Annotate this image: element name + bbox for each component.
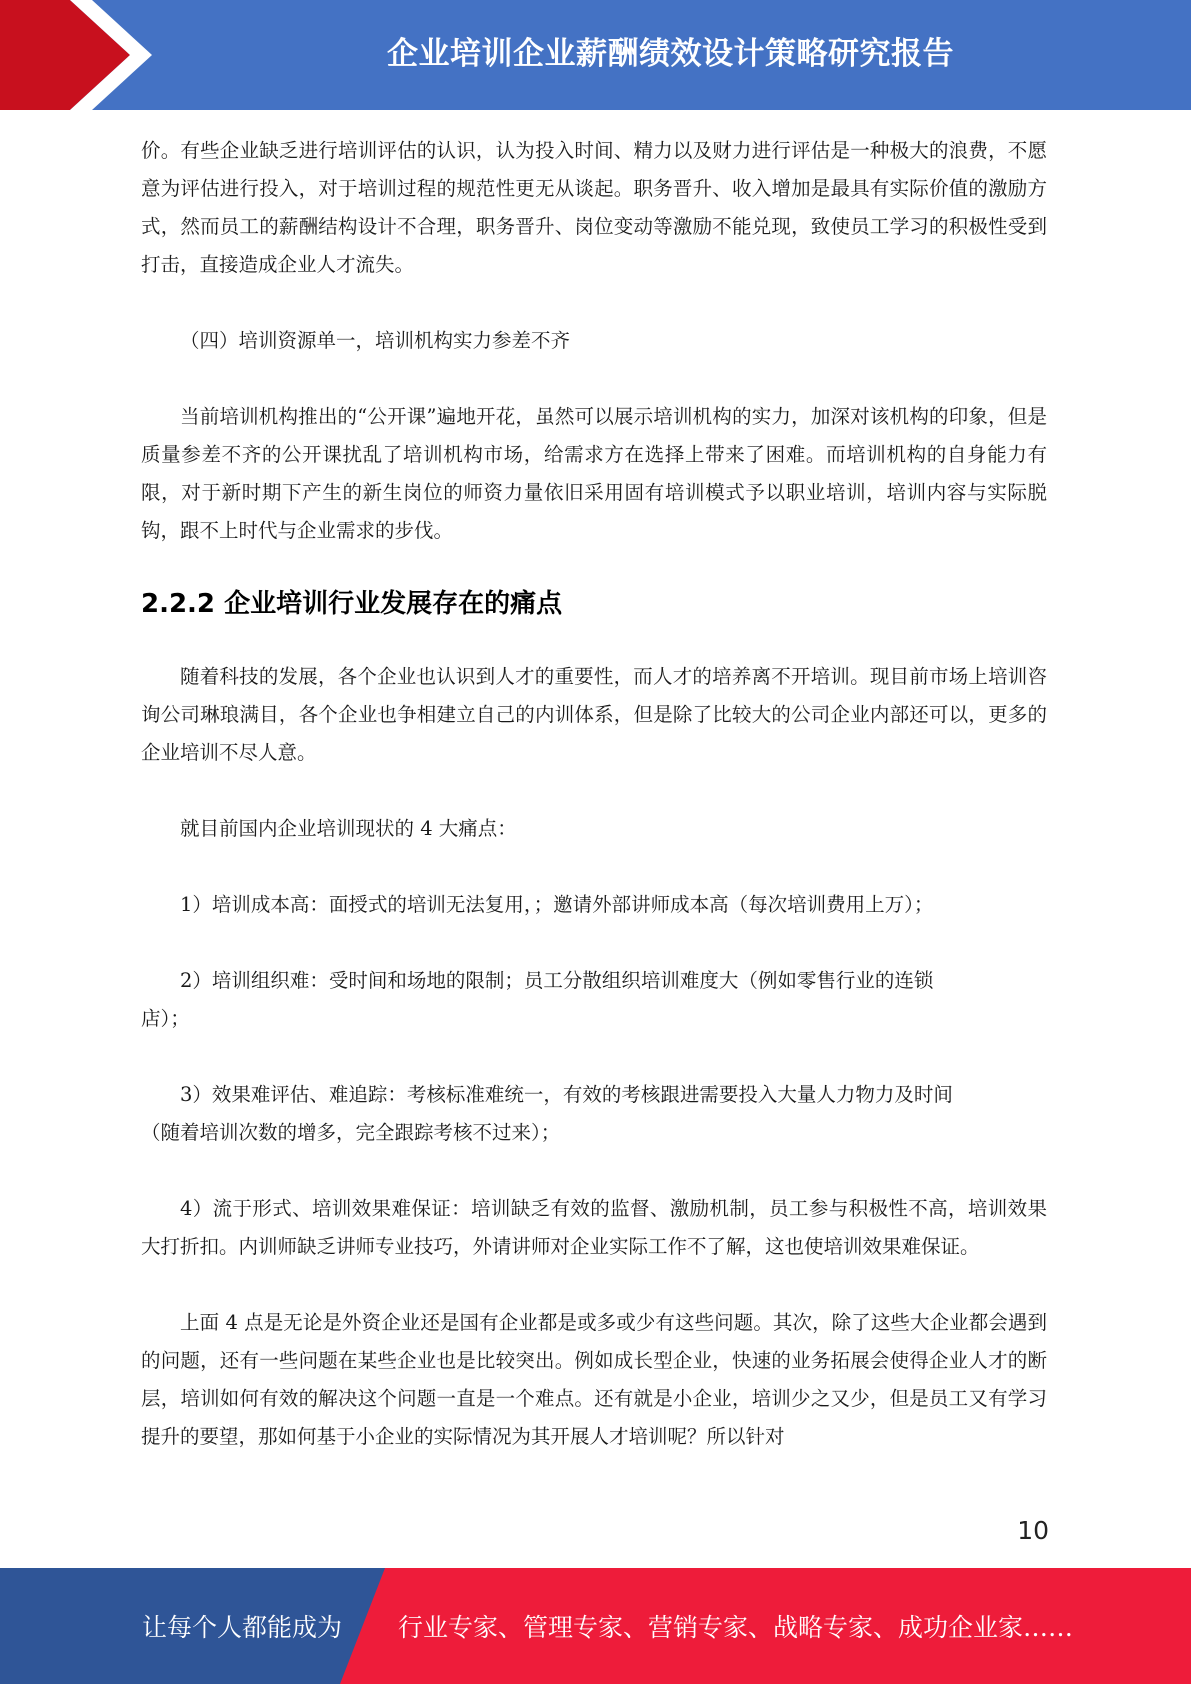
section-heading: 2.2.2 企业培训行业发展存在的痛点 bbox=[141, 589, 563, 619]
header-chevron-logo bbox=[0, 0, 160, 110]
paragraph: 上面 4 点是无论是外资企业还是国有企业都是或多或少有这些问题。其次，除了这些大企业都会遇到的问题，还有一些问题在某些企业也是比较突出。例如成长型企业，快速的业务拓展会使得企业人才的断层，培训如何有效的解决这个问题一直是一个难点。还有就是小企业，培训少之又少，但是员工又有学习提升的要望，那如何基于小企业的实际情况为其开展人才培训呢？所以针对 bbox=[141, 1311, 1047, 1448]
list-item-continuation: 店）； bbox=[141, 1007, 190, 1030]
paragraph: 就目前国内企业培训现状的 4 大痛点： bbox=[180, 817, 517, 840]
document-body bbox=[141, 132, 1047, 1456]
page-number: 10 bbox=[1017, 1516, 1049, 1545]
paragraph: 随着科技的发展，各个企业也认识到人才的重要性，而人才的培养离不开培训。现目前市场上培训咨询公司琳琅满目，各个企业也争相建立自己的内训体系，但是除了比较大的公司企业内部还可以，更多的企业培训不尽人意。 bbox=[141, 665, 1047, 764]
page-header bbox=[0, 0, 1191, 110]
list-item: 2）培训组织难：受时间和场地的限制；员工分散组织培训难度大（例如零售行业的连锁 bbox=[180, 969, 934, 992]
page-footer bbox=[0, 1568, 1191, 1684]
subsection-heading: （四）培训资源单一，培训机构实力参差不齐 bbox=[180, 329, 571, 352]
list-item: 3）效果难评估、难追踪：考核标准难统一，有效的考核跟进需要投入大量人力物力及时间 bbox=[180, 1083, 953, 1106]
list-item: 4）流于形式、培训效果难保证：培训缺乏有效的监督、激励机制，员工参与积极性不高，培训效果大打折扣。内训师缺乏讲师专业技巧，外请讲师对企业实际工作不了解，这也使培训效果难保证。 bbox=[141, 1197, 1047, 1258]
document-title: 企业培训企业薪酬绩效设计策略研究报告 bbox=[387, 35, 954, 72]
footer-slogan-right: 行业专家、管理专家、营销专家、战略专家、成功企业家…… bbox=[398, 1613, 1074, 1642]
paragraph: 价。有些企业缺乏进行培训评估的认识，认为投入时间、精力以及财力进行评估是一种极大的浪费，不愿意为评估进行投入，对于培训过程的规范性更无从谈起。职务晋升、收入增加是最具有实际价值的激励方式，然而员工的薪酬结构设计不合理，职务晋升、岗位变动等激励不能兑现，致使员工学习的积极性受到打击，直接造成企业人才流失。 bbox=[141, 139, 1047, 276]
list-item: 1）培训成本高：面授式的培训无法复用，；邀请外部讲师成本高（每次培训费用上万）； bbox=[180, 893, 934, 916]
footer-slogan-left: 让每个人都能成为 bbox=[142, 1613, 343, 1642]
paragraph: 当前培训机构推出的“公开课”遍地开花，虽然可以展示培训机构的实力，加深对该机构的印象，但是质量参差不齐的公开课扰乱了培训机构市场，给需求方在选择上带来了困难。而培训机构的自身能力有限，对于新时期下产生的新生岗位的师资力量依旧采用固有培训模式予以职业培训，培训内容与实际脱钩，跟不上时代与企业需求的步伐。 bbox=[141, 405, 1047, 542]
list-item-continuation: （随着培训次数的增多，完全跟踪考核不过来）； bbox=[141, 1121, 561, 1144]
